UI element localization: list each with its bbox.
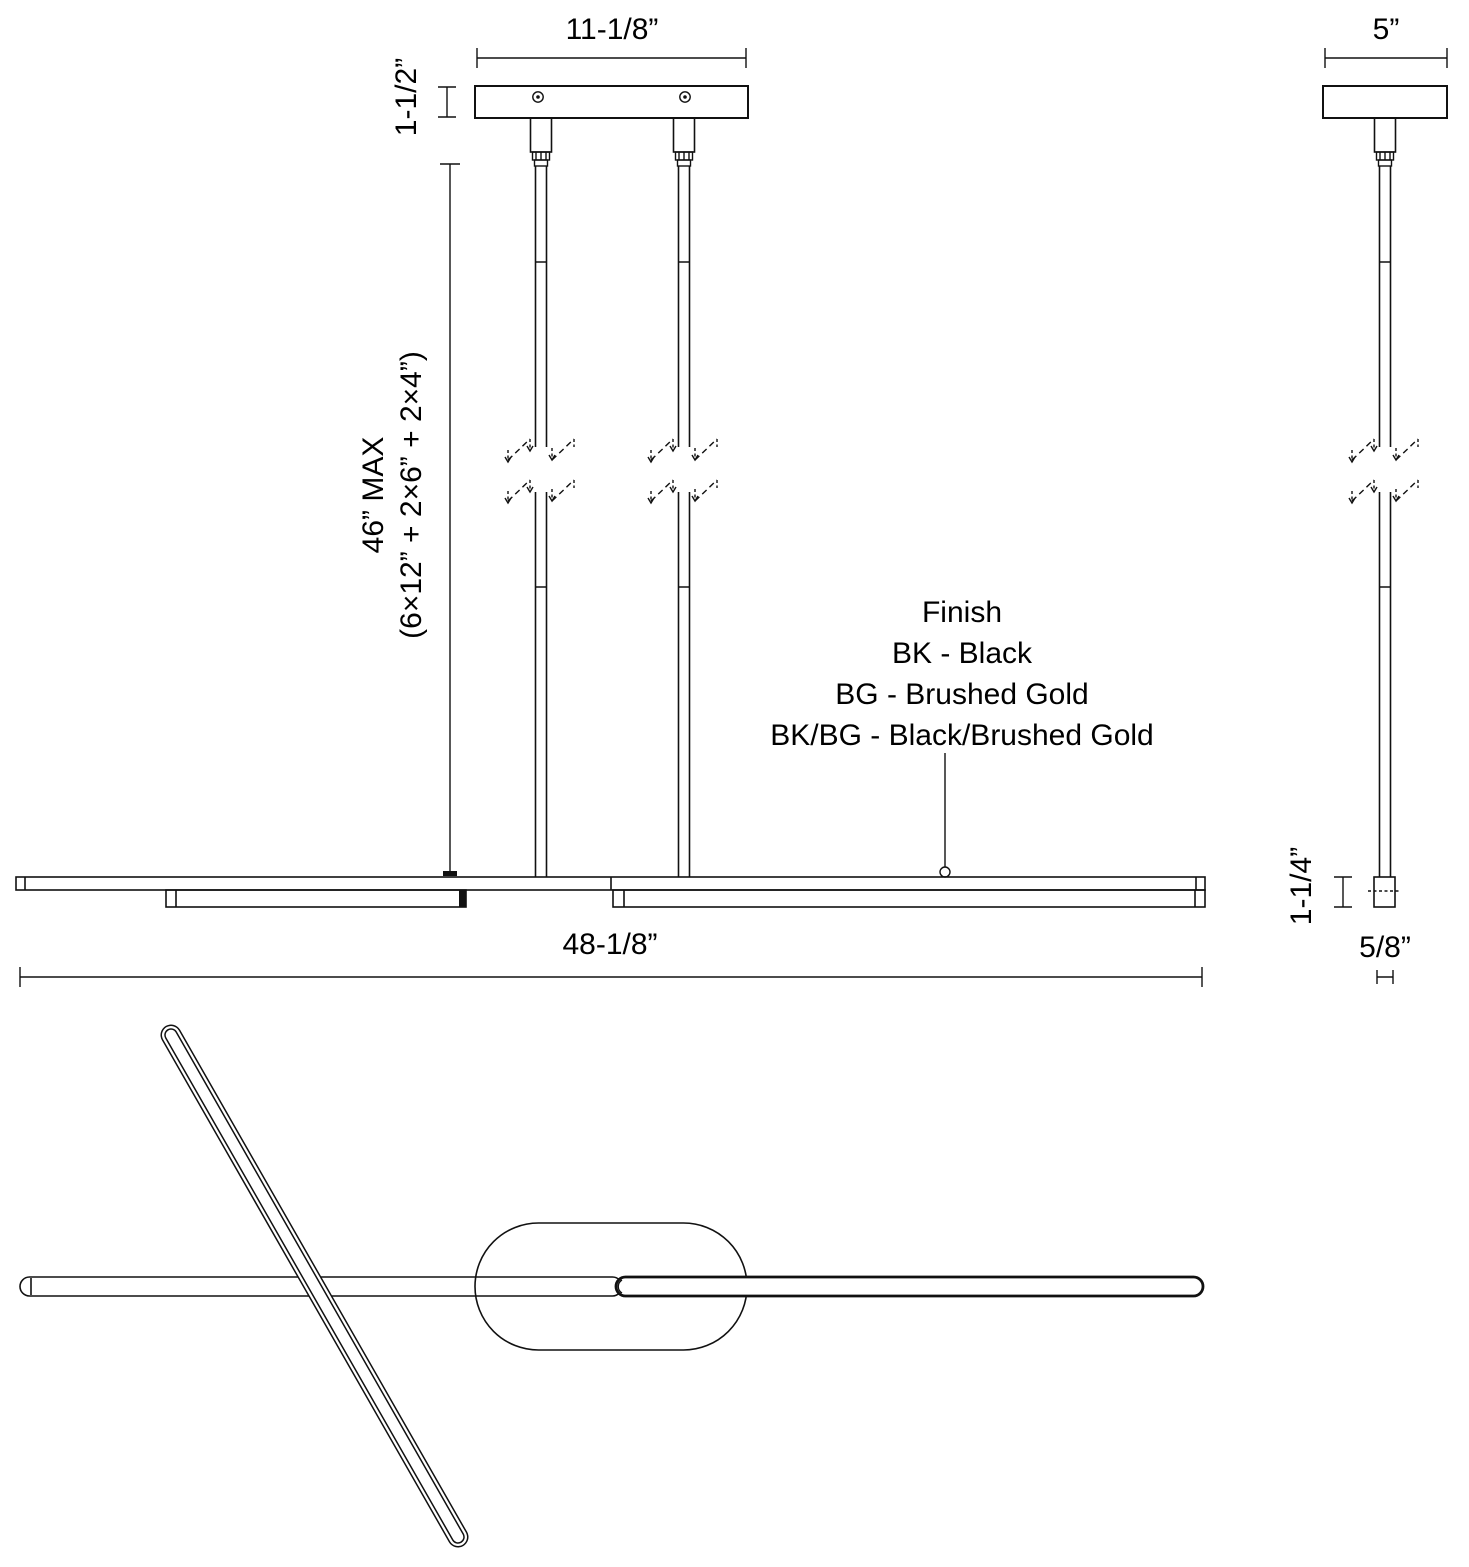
dim-label-suspension [355, 325, 431, 665]
dim-label-canopy-width-front: 11-1/8” [565, 13, 659, 46]
dimension-canopy-height [438, 87, 456, 117]
front-elevation-view [16, 48, 1205, 987]
finish-legend-title: Finish [921, 596, 1003, 629]
fixture-body-front [16, 877, 1205, 907]
diagonal-light-bar-plan [171, 1035, 458, 1537]
suspension-max-label: 46” MAX [357, 436, 390, 554]
break-symbol [505, 439, 574, 462]
dim-label-canopy-height: 1-1/2” [390, 57, 423, 137]
dimension-canopy-width-front [477, 48, 746, 68]
main-bar-right-plan [616, 1277, 1203, 1296]
finish-legend [712, 592, 1212, 756]
fixture-body-side [1368, 877, 1401, 907]
dimension-suspension-max [440, 164, 460, 876]
plan-view [20, 1035, 1203, 1537]
lower-left-bar-front [166, 890, 466, 907]
finish-leader-line [940, 753, 950, 877]
lower-right-bar-front [613, 890, 1205, 907]
dimension-body-depth [1377, 970, 1393, 984]
dim-label-body-height: 1-1/4” [1285, 846, 1318, 926]
suspension-rod-right [648, 118, 717, 877]
suspension-rod-side [1349, 118, 1418, 877]
screw-icon [533, 92, 543, 102]
canopy-side [1323, 86, 1447, 118]
finish-option: BG - Brushed Gold [835, 678, 1089, 711]
dimension-canopy-width-side [1325, 48, 1447, 68]
break-symbol [648, 480, 717, 503]
side-elevation-view [1323, 48, 1447, 984]
break-symbol [648, 439, 717, 462]
suspension-breakdown-label: (6×12” + 2×6” + 2×4”) [395, 351, 428, 639]
dim-label-body-depth: 5/8” [1359, 931, 1411, 964]
break-symbol [1349, 439, 1418, 462]
finish-option: BK - Black [891, 637, 1033, 670]
dim-label-overall-width: 48-1/8” [562, 928, 658, 961]
suspension-rod-left [505, 118, 574, 877]
break-symbol [1349, 480, 1418, 503]
dimension-body-height [1334, 877, 1352, 907]
dimension-overall-width [20, 967, 1202, 987]
dim-label-canopy-width-side: 5” [1372, 13, 1400, 46]
screw-icon [680, 92, 690, 102]
finish-option: BK/BG - Black/Brushed Gold [770, 719, 1154, 752]
canopy-front [475, 86, 748, 118]
break-symbol [505, 480, 574, 503]
